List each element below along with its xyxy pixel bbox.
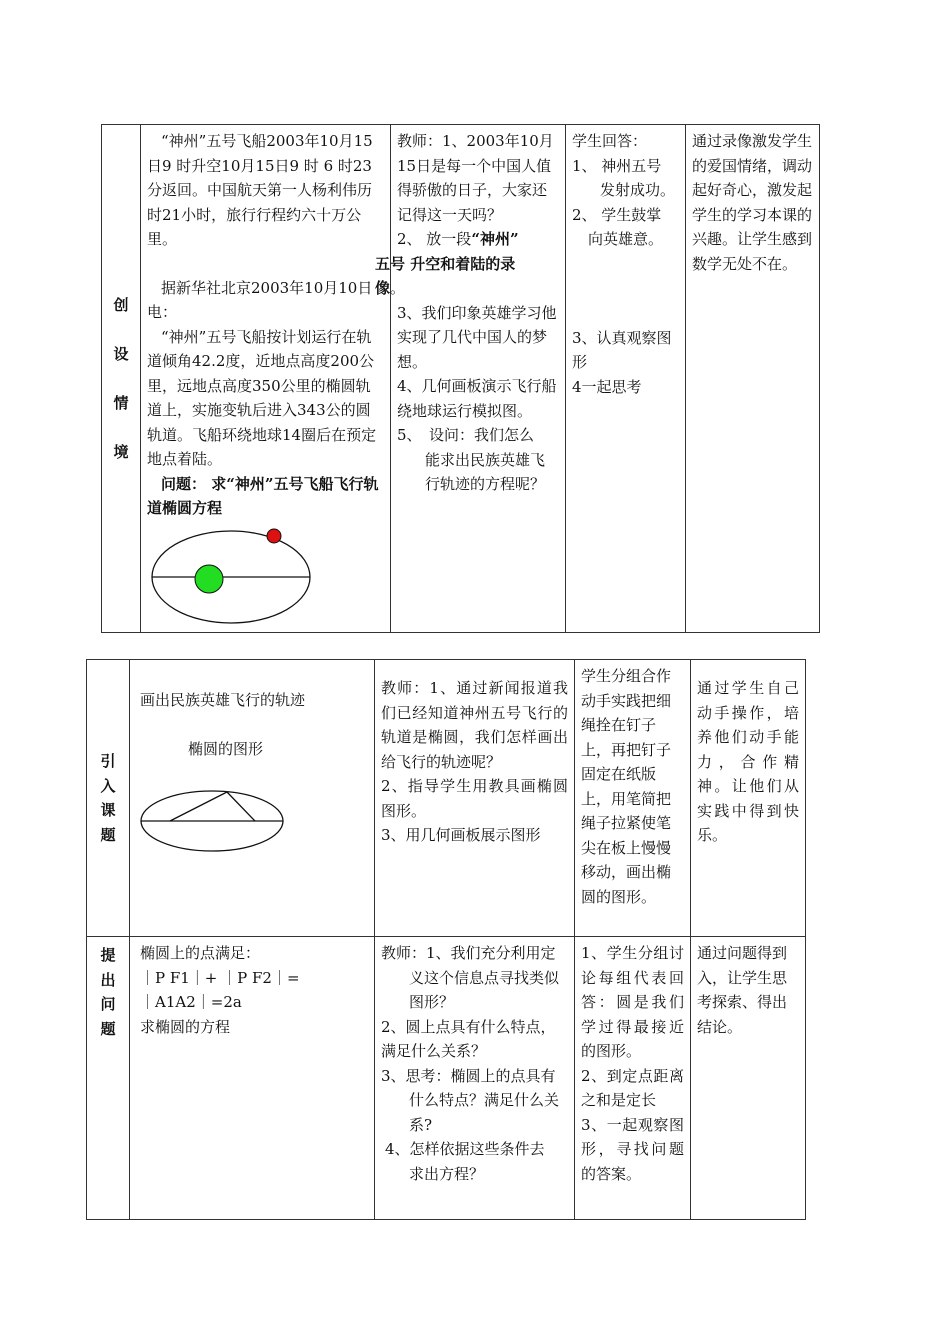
teacher-step-2-text: 2、 放一段 [397,230,472,248]
teacher-step-5: 5、 设问：我们怎么 [397,426,535,444]
intro-task: 画出民族英雄飞行的轨迹 [140,691,306,709]
stage-char: 出 [100,970,116,989]
student-step-1: 1、 神州五号 [572,156,662,175]
teacher-step-2-bold: “神州” [471,230,519,248]
student-cell [575,660,691,937]
teacher-step-2: 2、圆上点具有什么特点，满足什么关系？ [381,1017,556,1060]
purpose-cell [686,125,820,633]
lesson-table-situation [101,124,820,633]
teacher-step-2: 2、指导学生用教具画椭圆图形。 [381,777,568,820]
content-cell [141,125,391,633]
earth-icon [195,565,223,593]
student-step-2-cont: 向英雄意。 [588,230,664,248]
student-step-2: 2、到定点距离之和是定长 [581,1066,684,1109]
stage-char: 题 [100,825,116,844]
stage-char: 引 [100,752,116,770]
condition-line-1: 椭圆上的点满足： [140,944,261,962]
teacher-cell [375,125,566,633]
stage-char: 问 [100,995,116,1013]
news-paragraph-2: 据新华社北京2003年10月10日电： [147,278,373,321]
stage-char: 入 [100,776,116,795]
teacher-cell [375,660,575,937]
stage-char: 题 [100,1019,116,1038]
lesson-table-intro [86,659,806,1220]
student-cell [566,125,686,633]
teacher-step-1: 教师：1、我们充分利用定 [381,944,556,962]
content-cell [130,660,375,937]
student-step-1: 1、学生分组讨论每组代表回答：圆是我们学过得最接近的图形。 [581,944,684,1060]
student-step-3: 3、一起观察图形，寻找问题的答案。 [581,1115,684,1183]
student-step-4: 4一起思考 [572,377,642,396]
teacher-step-4-cont: 求出方程？ [409,1164,485,1183]
stage-char: 情 [113,393,129,412]
student-step-3: 3、认真观察图形 [572,328,672,371]
condition-line-2: ｜P F1｜+ ｜P F2｜= [140,968,300,987]
teacher-step-2-period: 。 [390,279,406,297]
stage-char: 设 [113,344,129,363]
stage-char: 课 [100,801,116,819]
teacher-step-4: 4、几何画板演示飞行船绕地球运行模拟图。 [397,377,557,420]
condition-line-4: 求椭圆的方程 [140,1017,231,1036]
condition-line-3: ｜A1A2｜=2a [140,993,242,1011]
focal-line-left [170,792,227,821]
teacher-step-2-end: 像 [375,279,391,297]
student-step-1-cont: 发射成功。 [600,181,676,199]
stage-label-situation [102,125,141,633]
stage-char: 境 [113,442,129,461]
content-cell [130,937,375,1220]
teacher-step-1: 教师：1、通过新闻报道我们已经知道神州五号飞行的轨道是椭圆，我们怎样画出给飞行的轨迹呢？ [381,679,568,771]
teacher-step-1: 教师：1、2003年10月15日是每一个中国人值得骄傲的日子，大家还记得这一天吗？ [397,132,554,224]
teacher-step-3: 3、我们印象英雄学习他实现了几代中国人的梦想。 [397,303,557,371]
news-paragraph-3: “神州”五号飞船按计划运行在轨道倾角42.2度，近地点高度200公里，远地点高度350公里的椭圆轨道上，实施变轨后进入343公的圆轨道。飞船环绕地球14圈后在预定地点着陆。 [147,327,377,468]
purpose-text: 通过学生自己动手操作，培养他们动手能力，合作精神。让他们从实践中得到快乐。 [697,679,799,844]
teacher-step-3: 3、用几何画板展示图形 [381,826,541,844]
student-step-2: 2、 学生鼓掌 [572,205,662,224]
teacher-step-2-overflow [375,252,559,301]
purpose-text: 通过问题得到入，让学生思考探索、得出结论。 [697,944,788,1036]
student-cell [575,937,691,1220]
purpose-cell [691,937,806,1220]
teacher-step-2-line: 五号 升空和着陆的录 [375,254,516,273]
teacher-cell [375,937,575,1220]
stage-char: 创 [113,295,129,314]
purpose-text: 通过录像激发学生的爱国情绪，调动起好奇心，激发起学生的学习本课的兴趣。让学生感到数学无处不在。 [692,132,813,273]
stage-char: 提 [100,946,116,964]
teacher-step-5-cont: 能求出民族英雄飞行轨迹的方程呢？ [425,450,546,493]
student-activity: 学生分组合作动手实践把细绳拴在钉子上，再把钉子固定在纸版上，用笔简把绳子拉紧使笔尖在板上慢慢移动，画出椭圆的图形。 [581,667,672,906]
orbit-diagram [147,521,327,626]
stage-label-problem [87,937,130,1220]
teacher-step-2 [397,227,559,252]
ellipse-triangle-diagram [140,783,290,853]
student-intro: 学生回答： [572,132,648,150]
intro-subtitle: 椭圆的图形 [188,739,264,758]
question-text: 问题： 求“神州”五号飞船飞行轨道椭圆方程 [147,474,379,517]
teacher-step-1-cont: 义这个信息点寻找类似图形？ [409,968,560,1011]
purpose-cell [691,660,806,937]
teacher-step-4: 4、怎样依据这些条件去 [385,1140,545,1158]
spaceship-icon [267,529,281,543]
stage-label-intro [87,660,130,937]
news-paragraph-1: “神州”五号飞船2003年10月15日9 时升空10月15日9 时 6 时23分返回。中国航天第一人杨利伟历时21小时，旅行行程约六十万公里。 [147,132,373,248]
teacher-step-3-cont: 什么特点？满足什么关系? [409,1091,560,1134]
teacher-step-3: 3、思考：椭圆上的点具有 [381,1066,556,1085]
